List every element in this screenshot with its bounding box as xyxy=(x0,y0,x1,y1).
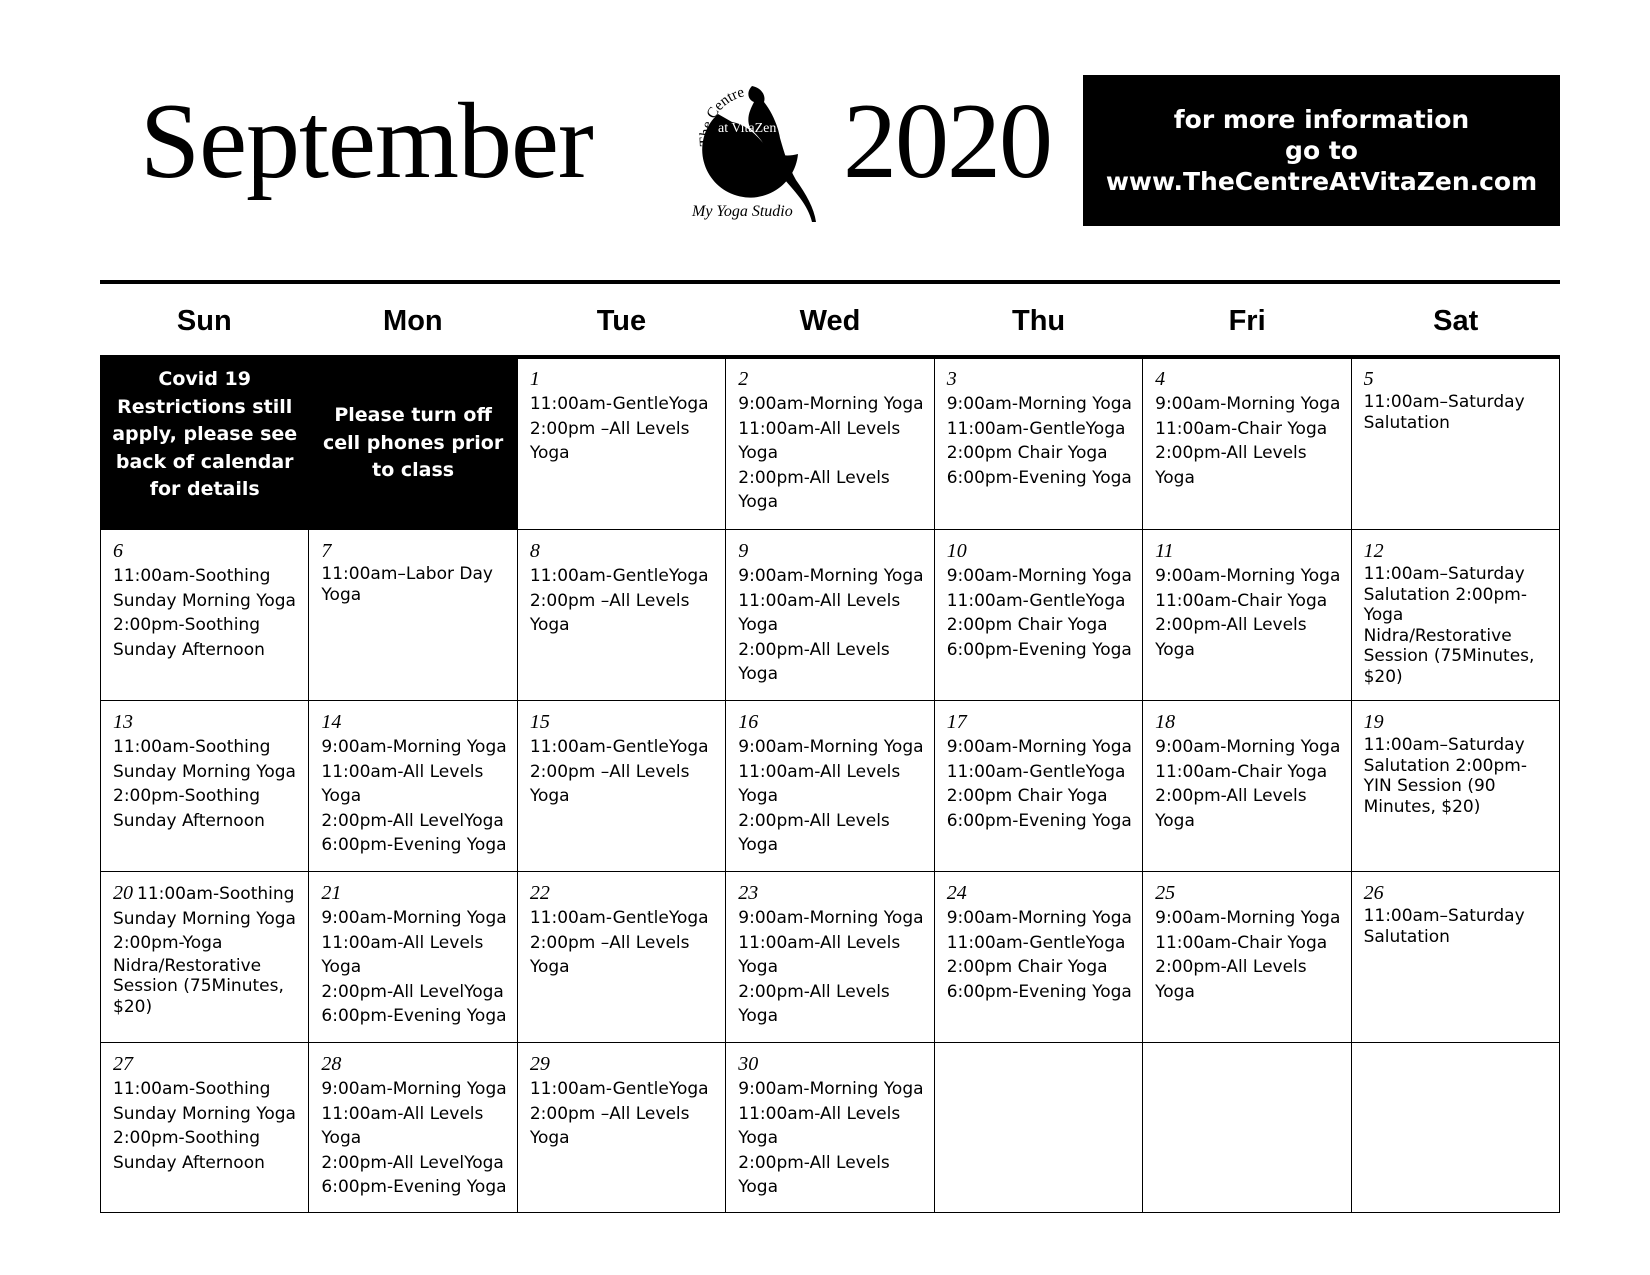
day-cell xyxy=(1352,358,1560,529)
day-number: 3 xyxy=(946,368,957,390)
empty-cell xyxy=(1143,1042,1351,1213)
class-entry: 2:00pm-All Levels xyxy=(738,810,890,831)
class-entry: Nidra/Restorative Session (75Minutes, $20) xyxy=(113,955,284,1017)
day-cell xyxy=(935,358,1143,529)
class-entry: 11:00am-Soothing xyxy=(113,566,271,586)
class-entry: 6:00pm-Evening Yoga xyxy=(321,1006,507,1026)
weekday-header xyxy=(100,286,1560,356)
class-entry: Yoga xyxy=(1155,467,1195,488)
class-entry: Sunday Afternoon xyxy=(113,639,265,660)
class-entry: 2:00pm Chair Yoga xyxy=(946,443,1108,463)
class-entry: 11:00am-Chair Yoga xyxy=(1155,590,1328,611)
class-entry: Yoga xyxy=(529,443,570,463)
class-entry: 6:00pm-Evening Yoga xyxy=(946,467,1132,488)
class-entry: 11:00am-All Levels xyxy=(738,590,901,611)
class-entry: Yoga xyxy=(1155,639,1195,660)
day-number: 28 xyxy=(321,1053,342,1075)
class-entry: 9:00am-Morning Yoga xyxy=(946,908,1132,928)
class-entry: 2:00pm-Soothing xyxy=(113,1128,260,1148)
info-box xyxy=(1083,75,1560,226)
day-number: 24 xyxy=(946,882,967,904)
class-entry: 9:00am-Morning Yoga xyxy=(738,737,924,757)
day-cell xyxy=(309,871,517,1042)
class-entry: 2:00pm-All Levels xyxy=(738,981,890,1002)
class-entry: 11:00am-GentleYoga xyxy=(529,1079,709,1099)
class-entry: Yoga xyxy=(1155,981,1195,1002)
day-number: 12 xyxy=(1363,540,1384,562)
class-entry: Sunday Morning Yoga xyxy=(113,761,296,782)
class-entry: 2:00pm-All Levels xyxy=(738,467,890,488)
day-cell xyxy=(1352,700,1560,871)
class-entry: Sunday Morning Yoga xyxy=(113,908,296,929)
class-entry: 2:00pm-Yoga xyxy=(113,933,223,953)
class-entry: 2:00pm –All Levels xyxy=(529,761,690,782)
class-entry: 11:00am–Saturday Salutation 2:00pm-Yoga Nidra/Restorative Session (75Minutes, $20) xyxy=(1363,564,1535,687)
day-cell xyxy=(309,700,517,871)
class-entry: 9:00am-Morning Yoga xyxy=(738,908,924,928)
class-entry: Yoga xyxy=(738,1177,779,1197)
class-entry: 6:00pm-Evening Yoga xyxy=(946,639,1132,660)
logo-mid-text: at VitaZen xyxy=(718,121,777,136)
day-number: 27 xyxy=(113,1053,133,1075)
class-entry: 2:00pm-Soothing xyxy=(113,786,260,806)
class-entry-row xyxy=(113,882,300,907)
day-cell xyxy=(1143,529,1351,700)
day-number: 13 xyxy=(113,711,133,733)
day-number: 17 xyxy=(946,711,967,733)
class-entry: 11:00am-GentleYoga xyxy=(529,737,709,757)
month-title: September xyxy=(140,82,593,201)
day-number: 1 xyxy=(529,368,540,390)
day-number: 7 xyxy=(321,540,332,562)
day-cell xyxy=(726,871,934,1042)
class-entry: 11:00am-GentleYoga xyxy=(946,418,1126,439)
class-entry: 9:00am-Morning Yoga xyxy=(946,737,1132,757)
empty-cell xyxy=(1352,1042,1560,1213)
website-link[interactable]: www.TheCentreAtVitaZen.com xyxy=(1105,167,1538,196)
class-entry: 11:00am-Soothing xyxy=(113,1079,271,1099)
day-cell xyxy=(726,700,934,871)
class-entry: 11:00am-GentleYoga xyxy=(529,394,709,414)
class-entry: 2:00pm-All Levels xyxy=(1155,615,1307,635)
day-number: 21 xyxy=(321,882,342,904)
class-entry: 11:00am–Saturday Salutation 2:00pm-YIN Session (90 Minutes, $20) xyxy=(1363,735,1527,817)
covid-notice: Covid 19 Restrictions still apply, please see back of calendar for details xyxy=(101,358,309,529)
class-entry: 11:00am-All Levels xyxy=(738,418,901,439)
day-cell xyxy=(518,529,726,700)
class-entry: 9:00am-Morning Yoga xyxy=(321,1079,507,1099)
class-entry: 2:00pm –All Levels xyxy=(529,418,690,439)
header-rule xyxy=(100,280,1560,284)
class-entry: 11:00am-GentleYoga xyxy=(529,566,709,586)
class-entry: 11:00am-Soothing xyxy=(137,884,295,904)
class-entry: Yoga xyxy=(738,492,779,512)
class-entry: 11:00am–Saturday Salutation xyxy=(1363,906,1525,947)
class-entry: 6:00pm-Evening Yoga xyxy=(946,810,1132,831)
class-entry: 6:00pm-Evening Yoga xyxy=(321,835,507,855)
class-entry: Yoga xyxy=(529,957,570,977)
day-number: 5 xyxy=(1363,368,1374,390)
class-entry: Yoga xyxy=(529,615,570,635)
class-entry: 11:00am–Labor Day Yoga xyxy=(321,564,493,605)
class-entry: Yoga xyxy=(1155,810,1195,831)
class-entry: 9:00am-Morning Yoga xyxy=(1155,908,1341,928)
class-entry: 11:00am-All Levels xyxy=(738,1103,901,1124)
calendar-grid xyxy=(100,358,1560,1213)
class-entry: 2:00pm –All Levels xyxy=(529,932,690,953)
class-entry: 2:00pm Chair Yoga xyxy=(946,786,1108,806)
day-number: 22 xyxy=(529,882,550,904)
class-entry: 11:00am-All Levels xyxy=(321,761,484,782)
day-number: 14 xyxy=(321,711,342,733)
day-number: 23 xyxy=(738,882,759,904)
class-entry: 9:00am-Morning Yoga xyxy=(946,394,1132,414)
studio-logo xyxy=(688,84,848,224)
class-entry: 9:00am-Morning Yoga xyxy=(738,394,924,414)
class-entry: 11:00am-Soothing xyxy=(113,737,271,757)
day-cell xyxy=(101,1042,309,1213)
empty-cell xyxy=(935,1042,1143,1213)
phone-notice: Please turn off cell phones prior to class xyxy=(309,358,517,529)
class-entry: 2:00pm-All Levels xyxy=(738,1152,890,1173)
class-entry: Yoga xyxy=(738,615,779,635)
class-entry: 9:00am-Morning Yoga xyxy=(321,737,507,757)
day-cell xyxy=(1143,871,1351,1042)
class-entry: 9:00am-Morning Yoga xyxy=(321,908,507,928)
class-entry: Yoga xyxy=(529,786,570,806)
class-entry: 11:00am–Saturday Salutation xyxy=(1363,392,1525,433)
class-entry: Yoga xyxy=(529,1128,570,1148)
day-number: 9 xyxy=(738,540,749,562)
day-number: 16 xyxy=(738,711,759,733)
class-entry: 11:00am-GentleYoga xyxy=(529,908,709,928)
weekday-sun: Sun xyxy=(176,304,232,337)
class-entry: Yoga xyxy=(738,786,779,806)
day-number: 10 xyxy=(946,540,967,562)
day-number: 25 xyxy=(1155,882,1176,904)
class-entry: Yoga xyxy=(738,443,779,463)
class-entry: 11:00am-GentleYoga xyxy=(946,590,1126,611)
class-entry: 6:00pm-Evening Yoga xyxy=(321,1177,507,1197)
class-entry: Yoga xyxy=(321,1128,362,1148)
class-entry: 2:00pm-All Levels xyxy=(1155,786,1307,806)
day-number: 2 xyxy=(738,368,749,390)
info-line: go to xyxy=(1285,136,1358,165)
class-entry: 11:00am-GentleYoga xyxy=(946,761,1126,782)
day-cell xyxy=(935,529,1143,700)
class-entry: 2:00pm-All LevelYoga xyxy=(321,810,504,831)
day-cell xyxy=(518,700,726,871)
weekday-sat: Sat xyxy=(1433,304,1479,337)
weekday-wed: Wed xyxy=(799,304,861,337)
class-entry: 11:00am-GentleYoga xyxy=(946,932,1126,953)
class-entry: Sunday Afternoon xyxy=(113,1152,265,1173)
day-number: 8 xyxy=(529,540,540,562)
day-number: 20 xyxy=(113,882,133,904)
class-entry: 9:00am-Morning Yoga xyxy=(738,566,924,586)
day-cell xyxy=(726,1042,934,1213)
day-cell xyxy=(1352,871,1560,1042)
class-entry: 2:00pm-All Levels xyxy=(1155,443,1307,463)
class-entry: Yoga xyxy=(738,1006,779,1026)
day-number: 29 xyxy=(529,1053,550,1075)
day-cell xyxy=(1143,700,1351,871)
class-entry: Yoga xyxy=(321,957,362,977)
day-number: 26 xyxy=(1363,882,1384,904)
day-cell xyxy=(101,529,309,700)
day-cell xyxy=(101,700,309,871)
class-entry: Sunday Morning Yoga xyxy=(113,590,296,611)
class-entry: 11:00am-All Levels xyxy=(321,932,484,953)
class-entry: 2:00pm Chair Yoga xyxy=(946,615,1108,635)
day-number: 15 xyxy=(529,711,550,733)
class-entry: Sunday Afternoon xyxy=(113,810,265,831)
day-cell xyxy=(309,1042,517,1213)
day-cell xyxy=(1143,358,1351,529)
class-entry: 11:00am-Chair Yoga xyxy=(1155,932,1328,953)
class-entry: Yoga xyxy=(321,786,362,806)
class-entry: 11:00am-Chair Yoga xyxy=(1155,761,1328,782)
class-entry: Sunday Morning Yoga xyxy=(113,1103,296,1124)
day-number: 30 xyxy=(738,1053,759,1075)
class-entry: Yoga xyxy=(738,957,779,977)
class-entry: 11:00am-Chair Yoga xyxy=(1155,418,1328,439)
class-entry: 2:00pm –All Levels xyxy=(529,1103,690,1124)
class-entry: 6:00pm-Evening Yoga xyxy=(946,981,1132,1002)
day-number: 4 xyxy=(1155,368,1166,390)
logo-top-text: The Centre xyxy=(697,84,746,147)
day-cell xyxy=(518,871,726,1042)
day-number: 19 xyxy=(1363,711,1384,733)
class-entry: 2:00pm-All LevelYoga xyxy=(321,1152,504,1173)
class-entry: 2:00pm-All Levels xyxy=(738,639,890,660)
class-entry: Yoga xyxy=(738,1128,779,1148)
weekday-fri: Fri xyxy=(1228,304,1266,337)
class-entry: 9:00am-Morning Yoga xyxy=(1155,566,1341,586)
day-cell xyxy=(1352,529,1560,700)
class-entry: 11:00am-All Levels xyxy=(738,932,901,953)
day-number: 18 xyxy=(1155,711,1176,733)
class-entry: 9:00am-Morning Yoga xyxy=(946,566,1132,586)
day-cell xyxy=(518,358,726,529)
class-entry: 11:00am-All Levels xyxy=(321,1103,484,1124)
day-cell xyxy=(935,871,1143,1042)
day-cell xyxy=(726,529,934,700)
class-entry: 9:00am-Morning Yoga xyxy=(1155,737,1341,757)
weekday-mon: Mon xyxy=(383,304,443,337)
day-number: 11 xyxy=(1155,540,1174,562)
day-cell xyxy=(309,529,517,700)
day-cell xyxy=(726,358,934,529)
day-cell xyxy=(101,871,309,1042)
weekday-thu: Thu xyxy=(1011,304,1066,337)
class-entry: Yoga xyxy=(738,664,779,684)
class-entry: 2:00pm-All LevelYoga xyxy=(321,981,504,1002)
class-entry: 9:00am-Morning Yoga xyxy=(1155,394,1341,414)
class-entry: 9:00am-Morning Yoga xyxy=(738,1079,924,1099)
day-cell xyxy=(518,1042,726,1213)
year-title: 2020 xyxy=(843,82,1051,201)
class-entry: 2:00pm-Soothing xyxy=(113,615,260,635)
class-entry: 2:00pm-All Levels xyxy=(1155,957,1307,977)
logo-tagline: My Yoga Studio xyxy=(692,203,793,220)
class-entry: 2:00pm –All Levels xyxy=(529,590,690,611)
day-cell xyxy=(935,700,1143,871)
class-entry: 2:00pm Chair Yoga xyxy=(946,957,1108,977)
class-entry: 11:00am-All Levels xyxy=(738,761,901,782)
day-number: 6 xyxy=(113,540,123,562)
info-line: for more information xyxy=(1173,105,1470,134)
class-entry: Yoga xyxy=(738,835,779,855)
weekday-tue: Tue xyxy=(596,304,647,337)
